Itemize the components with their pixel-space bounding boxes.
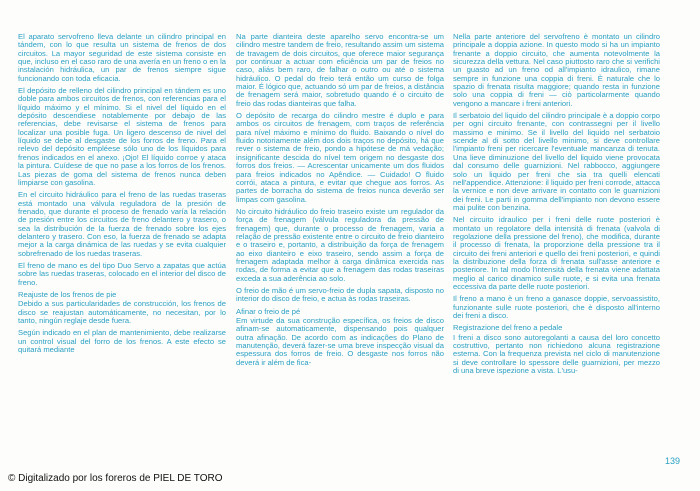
paragraph: En el circuito hidráulico para el freno de las ruedas traseras está montado una válvula reguladora de la presión de frenado, que durante el proceso de frenado varía la relación de presión entre los circuitos de freno delantero y trasero, o sea la distribución de la fuerza de frenado sobre los ejes delantero y trasero. Con eso, la fuerza de frenado se adapta mejor a la carga dinámica de las ruedas y se evita cualquier sobrefrenado de los ruedas traseras. bbox=[18, 190, 226, 258]
paragraph: O freio de mão é um servo-freio de dupla sapata, disposto no interior do disco de freio, e actua às rodas traseiras. bbox=[236, 285, 444, 304]
text-column-portuguese bbox=[236, 33, 444, 371]
text-column-italian bbox=[453, 33, 660, 379]
paragraph: Nella parte anteriore del servofreno è montato un cilindro principale a doppia azione. In questo modo si ha un impianto frenante a doppio circuito, che aumenta notevolmente la sicurezza della vettura. Nel caso piuttosto raro che si verifichi un guasto ad un freno od all'impianto idraulico, rimane sempre in funzione una coppia di freni. È naturale che lo spazio di frenata risulta maggiore; quando resta in funzione solo una coppia di freni — ciò particolarmente quando vengono a mancare i freni anteriori. bbox=[453, 32, 660, 108]
paragraph: El freno de mano es del tipo Duo Servo a zapatas que actúa sobre las ruedas traseras, colocado en el interior del disco de freno. bbox=[18, 260, 226, 287]
paragraph: Na parte dianteira deste aparelho servo encontra-se um cilindro mestre tandem de freio, resultando assim um sistema de travagem de dois circuitos, que oferece maior segurança por continuar a actuar com eficiência um par de freios no caso, aliás bem raro, de falhar o outro ou até o sistema hidráulico. O pedal do freio terá então um curso de folga maior. É lógico que, actuando só um par de freios, a distância de frenagem será maior, sobretudo quando é o circuito de freio das rodas dianteiras que falha. bbox=[236, 32, 444, 108]
paragraph: Em virtude da sua construção específica, os freios de disco afinam-se automaticamente, dispensando pois qualquer outra afinação. De acordo com as indicações do Plano de manutenção, deverá fazer-se uma breve inspecção visual da espessura dos forros de freio. O desgaste nos forros não deverá ir além de fica- bbox=[236, 316, 444, 367]
paragraph: El aparato servofreno lleva delante un cilindro principal en tándem, con lo que resulta un sistema de frenos de dos circuitos. La mayor seguridad de este sistema consiste en que, incluso en el caso raro de una avería en un freno o en la instalación hidráulica, un par de frenos siempre sigue funcionando con toda eficacia. bbox=[18, 32, 226, 83]
paragraph: Nel circuito idraulico per i freni delle ruote posteriori è montato un regolatore della intensità di frenata (valvola di regolazione della pressione del freno), che modifica, durante il processo di frenata, la proporzione della pressione tra il circuito dei freni anteriori e quello dei freni posteriori, e quindi la distribuzione della forza di frenata sull'asse anteriore e posteriore. In tal modo l'intensità della frenata viene adattata meglio al carico dinamico sulle ruote, e si evita una frenata eccessiva da parte delle ruote posteriori. bbox=[453, 215, 660, 291]
page-number: 139 bbox=[664, 456, 680, 466]
paragraph: El depósito de relleno del cilindro principal en tándem es uno doble para ambos circuitos de frenos, con referencias para el líquido máximo y el mínimo. Si el nivel del líquido en el depósito descendiese notablemente por debajo de las referencias, debe revisarse el sistema de frenos para localizar una posible fuga. Un ligero descenso de nivel del líquido se debe al desgaste de los forros de freno. Para el relevo del depósito empléese sólo uno de los líquidos para frenos indicados en el anexo. ¡Ojo! El líquido corroe y ataca la pintura. Cuídese de que no pase a los forros de los frenos. Las piezas de goma del sistema de frenos nunca deben limpiarse con gasolina. bbox=[18, 86, 226, 187]
paragraph: Il freno a mano è un freno a ganasce doppie, servoassistito, funzionante sulle ruote posteriori, che è disposto all'interno dei freni a disco. bbox=[453, 294, 660, 320]
paragraph: No circuito hidráulico do freio traseiro existe um regulador da força de frenagem (válvula reguladora da pressão de frenagem) que, durante o processo de frenagem, varia a relação de pressão existente entre o circuito de freio dianteiro e o traseiro e, portanto, a distribuição da força de frenagem ao eixo dianteiro e eixo traseiro, sendo assim a força de frenagem adaptada melhor à carga dinâmica exercida nas rodas, de forma a evitar que a frenagem das rodas traseiras exceda a sua aderência ao solo. bbox=[236, 206, 444, 283]
paragraph: I freni a disco sono autoregolanti a causa del loro concetto costruttivo, pertanto non richiedono alcuna registrazione esterna. Con la frequenza prevista nel ciclo di manutenzione si deve controllare lo spessore delle guarnizioni, per mezzo di una breve ispezione a vista. L'usu- bbox=[453, 332, 660, 376]
section-heading: Reajuste de los frenos de pie bbox=[18, 289, 117, 299]
paragraph: O depósito de recarga do cilindro mestre é duplo e para ambos os circuitos de frenagem, com traços de referência para nível máximo e mínimo do fluido. Baixando o nível do fluido notoriamente além dos dois traços no depósito, há que rever o sistema de freio, pondo a hipótese de má vedação; insignificante descida do nível tem origem no desgaste dos forros dos freios. — Acrescentar unicamente um dos fluidos para freios indicados no Apêndice. — Cuidado! O fluido corrói, ataca a pintura, e evitar que chegue aos forros. As partes de borracha do sistema de freios nunca deverão ser limpas com gasolina. bbox=[236, 111, 444, 204]
section-heading: Afinar o freio de pé bbox=[236, 306, 301, 316]
section-heading: Registrazione del freno a pedale bbox=[453, 323, 563, 333]
text-column-spanish bbox=[18, 33, 226, 358]
paragraph: Il serbatoio del liquido del cilindro principale è a doppio corpo per ogni circuito frenante, con contrassegni per il livello massimo e minimo. Se il livello del liquido nel serbatoio scende al di sotto del livello minimo, si deve controllare l'impianto freni per ricercare l'eventuale mancanza di tenuta. Una lieve diminuzione del livello del liquido viene provocata dal consumo delle guarnizioni. Nel rabbocco, aggiungere solo un liquido per freni che sia tra quelli elencati nell'appendice. Attenzione: il liquido per freni corrode, attacca la vernice e non deve arrivare in contatto con le guarnizioni dei freni. Le parti in gomma dell'impianto non devono essere mai pulite con benzina. bbox=[453, 111, 660, 212]
paragraph: Según indicado en el plan de mantenimiento, debe realizarse un control visual del forro de los frenos. A este efecto se quitará mediante bbox=[18, 328, 226, 355]
paragraph: Debido a sus particularidades de construcción, los frenos de disco se reajustan automáticamente, no necesitan, por lo tanto, ningún reglaje desde fuera. bbox=[18, 299, 226, 325]
footer-credit: © Digitalizado por los foreros de PIEL DE TORO bbox=[8, 473, 223, 484]
